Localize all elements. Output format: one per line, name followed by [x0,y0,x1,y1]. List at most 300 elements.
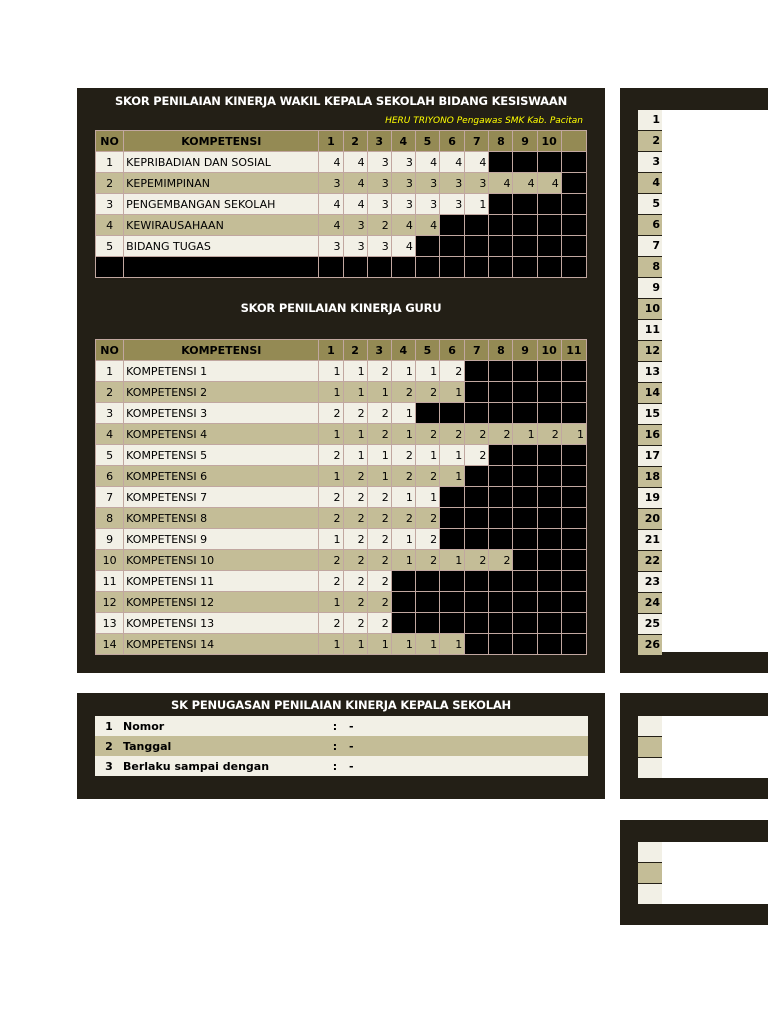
score-cell: 3 [391,194,415,215]
sk-row-value: - [345,756,588,776]
score-cell: 1 [391,487,415,508]
score-cell: 3 [415,173,439,194]
right-row-number: 2 [638,131,662,151]
right-row-number: 11 [638,320,662,340]
empty-cell [440,403,465,424]
sk-row-label: Tanggal [123,736,325,756]
right-row-number: 17 [638,446,662,466]
score-cell: 4 [343,152,367,173]
score-cell: 1 [561,424,586,445]
empty-cell [465,236,489,257]
column-header: 9 [513,131,537,152]
score-cell: 1 [319,361,343,382]
row-number: 5 [96,236,124,257]
score-cell: 1 [367,445,391,466]
competency-name: KOMPETENSI 12 [124,592,319,613]
right-row-number: 5 [638,194,662,214]
score-cell: 4 [319,215,343,236]
score-cell: 2 [465,550,489,571]
right-row-number: 13 [638,362,662,382]
score-cell: 3 [367,173,391,194]
empty-cell [513,550,537,571]
column-header: 6 [440,340,465,361]
table-row [96,613,587,634]
empty-cell [537,361,561,382]
sk-table [95,716,588,776]
guru-score-title: SKOR PENILAIAN KINERJA GURU [240,301,442,315]
score-cell: 2 [367,508,391,529]
empty-cell [440,529,465,550]
right-row-number: 25 [638,614,662,634]
table-row [96,382,587,403]
competency-name: KOMPETENSI 7 [124,487,319,508]
competency-name: KEWIRAUSAHAAN [124,215,319,236]
right-row-number: 1 [638,110,662,130]
empty-cell [367,257,391,278]
table-row [96,592,587,613]
column-header: 4 [391,131,415,152]
sk-row-separator: : [325,716,345,736]
empty-cell [489,403,513,424]
guru-score-table [95,339,587,655]
empty-row [96,257,587,278]
score-cell: 4 [513,173,537,194]
score-cell: 2 [343,592,367,613]
empty-cell [489,361,513,382]
score-cell: 4 [537,173,561,194]
score-cell: 2 [440,361,465,382]
row-number: 13 [96,613,124,634]
score-cell: 1 [440,550,465,571]
right-row-number: 21 [638,530,662,550]
sk-row [95,736,588,756]
column-header: 2 [343,340,367,361]
right-row [638,884,662,904]
empty-cell [465,403,489,424]
score-cell: 2 [367,529,391,550]
score-cell: 3 [319,173,343,194]
competency-name: PENGEMBANGAN SEKOLAH [124,194,319,215]
empty-cell [465,529,489,550]
empty-cell [440,508,465,529]
empty-cell [561,403,586,424]
empty-cell [489,487,513,508]
table-row [96,487,587,508]
sk-row-label: Nomor [123,716,325,736]
score-cell: 4 [391,236,415,257]
table-row [96,236,587,257]
empty-cell [489,592,513,613]
table-row [96,361,587,382]
empty-cell [489,194,513,215]
empty-cell [561,257,586,278]
score-cell: 4 [489,173,513,194]
score-cell: 2 [415,466,439,487]
empty-cell [561,194,586,215]
right-row [638,716,662,736]
header-row [96,340,587,361]
sk-row-label: Berlaku sampai dengan [123,756,325,776]
column-header: 8 [489,340,513,361]
empty-cell [561,571,586,592]
score-cell: 1 [440,634,465,655]
competency-name: KOMPETENSI 6 [124,466,319,487]
empty-cell [465,571,489,592]
right-row-number: 4 [638,173,662,193]
score-cell: 2 [367,361,391,382]
score-cell: 1 [513,424,537,445]
score-cell: 2 [319,571,343,592]
empty-cell [465,361,489,382]
column-header: KOMPETENSI [124,340,319,361]
score-cell: 3 [319,236,343,257]
empty-cell [537,194,561,215]
empty-cell [465,508,489,529]
empty-cell [513,487,537,508]
score-cell: 2 [343,487,367,508]
empty-cell [537,403,561,424]
right-row-number: 10 [638,299,662,319]
row-number: 5 [96,445,124,466]
score-cell: 2 [415,424,439,445]
competency-name: KOMPETENSI 2 [124,382,319,403]
score-cell: 1 [415,361,439,382]
sk-row-separator: : [325,736,345,756]
score-cell: 4 [343,194,367,215]
column-header: 5 [415,131,439,152]
row-number: 7 [96,487,124,508]
right-row-number: 7 [638,236,662,256]
author-subtitle: HERU TRIYONO Pengawas SMK Kab. Pacitan [385,116,583,126]
empty-cell [415,403,439,424]
competency-name: KOMPETENSI 1 [124,361,319,382]
empty-cell [537,634,561,655]
score-cell: 1 [343,424,367,445]
right-row [638,863,662,883]
empty-cell [391,592,415,613]
sk-row-number: 3 [95,756,123,776]
empty-cell [537,382,561,403]
empty-cell [513,215,537,236]
score-cell: 1 [343,361,367,382]
score-cell: 2 [465,445,489,466]
column-header: 3 [367,131,391,152]
empty-cell [391,613,415,634]
score-cell: 1 [319,634,343,655]
empty-cell [440,571,465,592]
score-cell: 1 [319,592,343,613]
right-number-column [638,110,662,656]
score-cell: 1 [391,361,415,382]
empty-cell [465,382,489,403]
row-number: 2 [96,382,124,403]
empty-cell [489,466,513,487]
competency-name: KOMPETENSI 9 [124,529,319,550]
score-cell: 2 [319,445,343,466]
column-header: 7 [465,340,489,361]
row-number: 8 [96,508,124,529]
empty-cell [561,215,586,236]
right-row-number: 20 [638,509,662,529]
empty-cell [561,613,586,634]
score-cell: 2 [343,571,367,592]
column-header: 10 [537,131,561,152]
right-panel-3 [620,820,768,925]
score-cell: 2 [415,529,439,550]
score-cell: 2 [367,215,391,236]
score-cell: 3 [343,236,367,257]
score-cell: 1 [319,529,343,550]
right-panel [620,88,768,673]
header-row [96,131,587,152]
table-row [96,529,587,550]
row-number: 10 [96,550,124,571]
empty-cell [513,382,537,403]
score-cell: 2 [367,487,391,508]
empty-cell [489,508,513,529]
empty-cell [537,445,561,466]
empty-cell [465,592,489,613]
competency-name: KOMPETENSI 4 [124,424,319,445]
table-row [96,571,587,592]
empty-cell [513,529,537,550]
score-cell: 2 [391,508,415,529]
sk-row-number: 1 [95,716,123,736]
sk-row [95,716,588,736]
score-cell: 2 [415,382,439,403]
table-row [96,152,587,173]
score-cell: 2 [415,550,439,571]
score-cell: 2 [319,613,343,634]
empty-cell [415,257,439,278]
score-cell: 4 [415,215,439,236]
right-row-number: 8 [638,257,662,277]
empty-cell [489,236,513,257]
score-cell: 2 [537,424,561,445]
empty-cell [561,236,586,257]
empty-cell [537,466,561,487]
empty-cell [465,215,489,236]
score-cell: 1 [415,487,439,508]
score-cell: 2 [343,529,367,550]
table-row [96,403,587,424]
empty-cell [513,236,537,257]
empty-cell [537,613,561,634]
row-number: 3 [96,194,124,215]
score-cell: 2 [343,550,367,571]
score-cell: 4 [391,215,415,236]
column-header: 7 [465,131,489,152]
score-cell: 1 [319,424,343,445]
score-cell: 4 [465,152,489,173]
right-row-number: 6 [638,215,662,235]
right-row-number: 26 [638,635,662,655]
column-header: KOMPETENSI [124,131,319,152]
empty-cell [465,487,489,508]
column-header: 11 [561,340,586,361]
score-cell: 2 [367,613,391,634]
right-blank-area [662,842,768,904]
column-header: 8 [489,131,513,152]
empty-cell [537,236,561,257]
empty-cell [489,613,513,634]
empty-cell [415,571,439,592]
row-number: 4 [96,424,124,445]
score-cell: 2 [489,424,513,445]
empty-cell [513,571,537,592]
empty-cell [561,173,586,194]
empty-cell [440,613,465,634]
column-header: 9 [513,340,537,361]
empty-cell [561,550,586,571]
empty-cell [561,382,586,403]
score-cell: 2 [367,424,391,445]
score-cell: 2 [489,550,513,571]
score-cell: 1 [440,382,465,403]
score-cell: 1 [440,466,465,487]
competency-name: KOMPETENSI 11 [124,571,319,592]
sk-row-value: - [345,716,588,736]
column-header: 10 [537,340,561,361]
score-cell: 3 [343,215,367,236]
row-number: 12 [96,592,124,613]
empty-cell [96,257,124,278]
empty-cell [513,634,537,655]
sk-row-number: 2 [95,736,123,756]
empty-cell [343,257,367,278]
table-row [96,550,587,571]
score-cell: 1 [391,424,415,445]
empty-cell [489,445,513,466]
row-number: 2 [96,173,124,194]
right-blank-area [662,716,768,778]
score-cell: 1 [319,466,343,487]
row-number: 6 [96,466,124,487]
score-cell: 3 [391,173,415,194]
score-cell: 1 [367,382,391,403]
empty-cell [561,634,586,655]
score-cell: 2 [343,466,367,487]
empty-cell [513,194,537,215]
right-panel-2 [620,693,768,799]
right-row-number: 9 [638,278,662,298]
score-cell: 2 [465,424,489,445]
score-cell: 2 [367,403,391,424]
row-number: 4 [96,215,124,236]
right-row-number: 16 [638,425,662,445]
score-panel [77,88,605,673]
wakasek-score-table [95,130,587,278]
empty-cell [561,445,586,466]
empty-cell [537,152,561,173]
score-cell: 1 [465,194,489,215]
competency-name: KEPRIBADIAN DAN SOSIAL [124,152,319,173]
empty-cell [513,445,537,466]
score-cell: 1 [343,382,367,403]
right-row [638,758,662,778]
empty-cell [391,571,415,592]
empty-cell [537,508,561,529]
score-cell: 1 [391,403,415,424]
score-cell: 3 [367,194,391,215]
empty-cell [513,466,537,487]
sk-row [95,756,588,776]
score-cell: 3 [391,152,415,173]
score-cell: 3 [367,236,391,257]
row-number: 11 [96,571,124,592]
row-number: 3 [96,403,124,424]
empty-cell [415,236,439,257]
empty-cell [513,152,537,173]
empty-cell [415,613,439,634]
score-cell: 1 [343,634,367,655]
row-number: 14 [96,634,124,655]
right-row [638,842,662,862]
row-number: 1 [96,152,124,173]
score-cell: 3 [367,152,391,173]
score-cell: 2 [367,571,391,592]
right-row-number: 19 [638,488,662,508]
empty-cell [489,257,513,278]
right-row-number: 23 [638,572,662,592]
score-cell: 2 [391,445,415,466]
empty-cell [561,592,586,613]
empty-cell [537,550,561,571]
score-cell: 1 [440,445,465,466]
right-row-number: 18 [638,467,662,487]
score-cell: 3 [440,173,465,194]
competency-name: KOMPETENSI 5 [124,445,319,466]
score-cell: 2 [440,424,465,445]
score-cell: 1 [415,445,439,466]
score-cell: 2 [367,592,391,613]
empty-cell [124,257,319,278]
column-header: 1 [319,131,343,152]
wakasek-score-title: SKOR PENILAIAN KINERJA WAKIL KEPALA SEKOLAH BIDANG KESISWAAN [114,94,568,108]
empty-cell [537,487,561,508]
sk-panel [77,693,605,799]
column-header: 2 [343,131,367,152]
row-number: 1 [96,361,124,382]
score-cell: 2 [319,508,343,529]
competency-name: KOMPETENSI 8 [124,508,319,529]
score-cell: 2 [343,613,367,634]
table-row [96,194,587,215]
score-cell: 2 [319,403,343,424]
score-cell: 4 [415,152,439,173]
empty-cell [513,508,537,529]
score-cell: 2 [343,403,367,424]
right-row [638,737,662,757]
empty-cell [561,529,586,550]
empty-cell [319,257,343,278]
empty-cell [440,236,465,257]
empty-cell [465,466,489,487]
empty-cell [465,257,489,278]
empty-cell [391,257,415,278]
score-cell: 1 [391,634,415,655]
empty-cell [489,571,513,592]
score-cell: 2 [415,508,439,529]
empty-cell [537,592,561,613]
competency-name: KOMPETENSI 14 [124,634,319,655]
score-cell: 4 [319,194,343,215]
empty-cell [537,529,561,550]
column-header: 1 [319,340,343,361]
competency-name: KOMPETENSI 3 [124,403,319,424]
empty-cell [513,361,537,382]
column-header: NO [96,340,124,361]
